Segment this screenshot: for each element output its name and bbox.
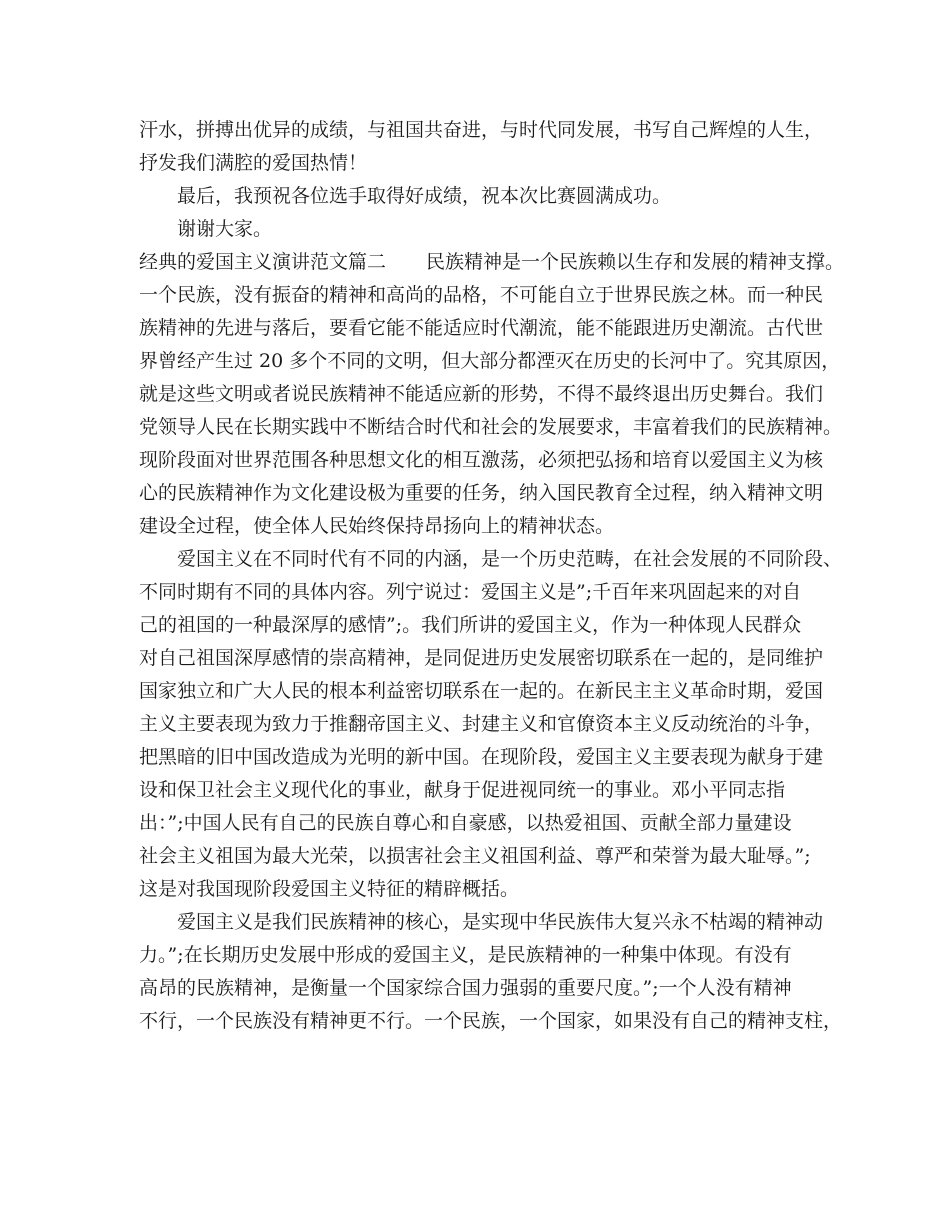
thanks-line: 谢谢大家。 (177, 218, 273, 240)
paragraph-first-line: 民族精神是一个民族赖以生存和发展的精神支撑。 (426, 251, 845, 273)
body-line: 汗水，拼搏出优异的成绩，与祖国共奋进，与时代同发展，书写自己辉煌的人生， (139, 119, 824, 141)
body-line: 一个民族，没有振奋的精神和高尚的品格，不可能自立于世界民族之林。而一种民 (139, 284, 824, 306)
body-line: 把黑暗的旧中国改造成为光明的新中国。在现阶段，爱国主义主要表现为献身于建 (139, 746, 824, 768)
body-line: 力。”;在长期历史发展中形成的爱国主义，是民族精神的一种集中体现。有没有 (139, 944, 792, 966)
body-line: 心的民族精神作为文化建设极为重要的任务，纳入国民教育全过程，纳入精神文明 (139, 482, 824, 504)
body-line: 高昂的民族精神，是衡量一个国家综合国力强弱的重要尺度。”;一个人没有精神 (139, 977, 792, 999)
section-title: 经典的爱国主义演讲范文篇二 (139, 251, 387, 273)
body-line: 出：”;中国人民有自己的民族自尊心和自豪感，以热爱祖国、贡献全部力量建设 (139, 812, 792, 834)
body-line: 对自己祖国深厚感情的崇高精神，是同促进历史发展密切联系在一起的，是同维护 (139, 647, 824, 669)
body-line: 这是对我国现阶段爱国主义特征的精辟概括。 (139, 878, 520, 900)
paragraph-first-line: 爱国主义是我们民族精神的核心，是实现中华民族伟大复兴永不枯竭的精神动 (177, 911, 824, 933)
body-line: 主义主要表现为致力于推翻帝国主义、封建主义和官僚资本主义反动统治的斗争， (139, 713, 824, 735)
body-line: 建设全过程，使全体人民始终保持昂扬向上的精神状态。 (139, 515, 615, 537)
closing-wish: 最后，我预祝各位选手取得好成绩，祝本次比赛圆满成功。 (177, 185, 672, 207)
body-line: 抒发我们满腔的爱国热情！ (139, 152, 368, 174)
body-line: 不行，一个民族没有精神更不行。一个民族，一个国家，如果没有自己的精神支柱， (139, 1010, 843, 1032)
body-line: 己的祖国的一种最深厚的感情”;。我们所讲的爱国主义，作为一种体现人民群众 (139, 614, 802, 636)
body-line: 界曾经产生过 20 多个不同的文明，但大部分都湮灭在历史的长河中了。究其原因， (139, 350, 841, 372)
body-line: 国家独立和广大人民的根本利益密切联系在一起的。在新民主主义革命时期，爱国 (139, 680, 824, 702)
body-line: 社会主义祖国为最大光荣，以损害社会主义祖国利益、尊严和荣誉为最大耻辱。”; (139, 845, 811, 867)
body-line: 族精神的先进与落后，要看它能不能适应时代潮流，能不能跟进历史潮流。古代世 (139, 317, 824, 339)
paragraph-first-line: 爱国主义在不同时代有不同的内涵，是一个历史范畴，在社会发展的不同阶段、 (177, 548, 843, 570)
body-line: 现阶段面对世界范围各种思想文化的相互激荡，必须把弘扬和培育以爱国主义为核 (139, 449, 824, 471)
body-line: 设和保卫社会主义现代化的事业，献身于促进视同统一的事业。邓小平同志指 (139, 779, 786, 801)
body-line: 党领导人民在长期实践中不断结合时代和社会的发展要求，丰富着我们的民族精神。 (139, 416, 843, 438)
document-body (139, 114, 845, 1038)
section-heading-line (139, 246, 845, 279)
body-line: 就是这些文明或者说民族精神不能适应新的形势，不得不最终退出历史舞台。我们 (139, 383, 824, 405)
body-line: 不同时期有不同的具体内容。列宁说过：爱国主义是”;千百年来巩固起来的对自 (139, 581, 802, 603)
